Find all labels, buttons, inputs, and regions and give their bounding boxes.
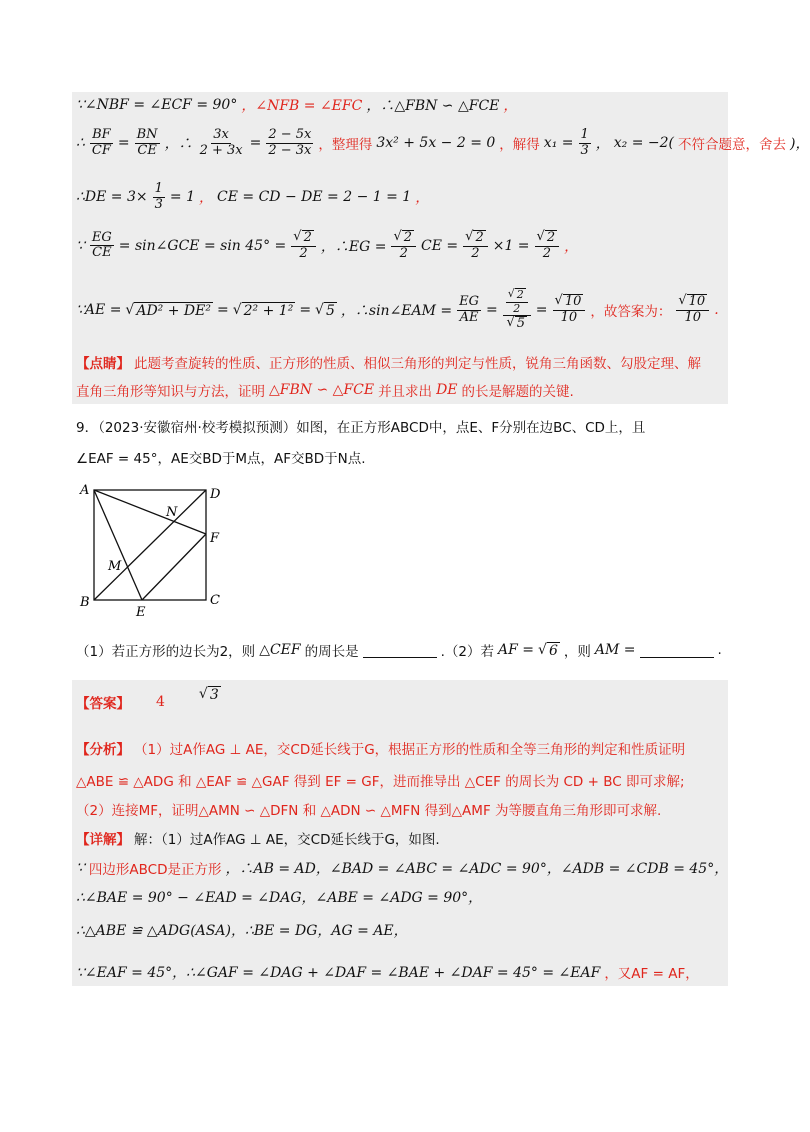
dianjing-line-1: 【点睛】 此题考查旋转的性质、正方形的性质、相似三角形的判定与性质，锐角三角函数、勾股定理、解 xyxy=(76,356,701,372)
label-b: B xyxy=(80,595,90,610)
fraction-root2-over-2-a: √ 2 2 xyxy=(291,230,316,262)
analysis-line-1: 【分析】 （1）过A作AG ⊥ AE，交CD延长线于G，根据正方形的性质和全等三角形的判定和性质证明 xyxy=(76,742,686,758)
answer-root10-over-10: √ 10 10 xyxy=(676,294,709,326)
analysis-line-2: △ABE ≌ △ADG 和 △EAF ≌ △GAF 得到 EF = GF，进而推导出 △CEF 的周长为 CD + BC 即可求解; xyxy=(76,774,685,790)
fraction-2-5x: $\frac{2 - 5x}{2 - 3x}$ xyxy=(268,127,312,158)
fraction-root2-over-2-d: √ 2 2 xyxy=(535,230,560,262)
fraction-bf-cf: $\frac{BF}{CF}$ xyxy=(91,127,111,158)
label-n: N xyxy=(166,505,178,520)
root-ad2-de2: √ AD² + DE² xyxy=(125,301,211,319)
fraction-root2-over-2-c: √ 2 2 xyxy=(463,230,488,262)
fraction-bn-ce: $\frac{BN}{CE}$ xyxy=(136,127,158,158)
detail-line-1: 【详解】 解：（1）过A作AG ⊥ AE，交CD延长线于G，如图. xyxy=(76,832,440,848)
detail-line-3: ∴∠BAE = 90° − ∠EAD = ∠DAG，∠ABE = ∠ADG = 90°， xyxy=(76,890,483,906)
line-de-value: ∴DE = 3× $\frac{1}{3}$ = 1 ， CE = CD − DE = 2 − 1 = 1 ， xyxy=(76,181,430,212)
fraction-3x: $\frac{3x}{2 + 3x}$ xyxy=(199,127,243,158)
analysis-line-3: （2）连接MF，证明△AMN ∽ △DFN 和 △ADN ∽ △MFN 得到△AMF 为等腰直角三角形即可求解. xyxy=(76,803,662,819)
root-2sq-1sq: √ 2² + 1² xyxy=(232,301,294,319)
fraction-root10-over-10: √ 10 10 xyxy=(553,294,586,326)
label-m: M xyxy=(108,559,122,574)
fraction-eg-ce: $\frac{EG}{CE}$ xyxy=(91,229,112,261)
fraction-eg-ae: $\frac{EG}{AE}$ xyxy=(459,293,480,325)
problem-9-line-1: 9．（2023·安徽宿州·校考模拟预测）如图，在正方形ABCD中，点E、F分别在边BC、CD上，且 xyxy=(76,420,646,436)
fraction-one-third: $\frac{1}{3}$ xyxy=(580,127,589,158)
answer-line: 【答案】 4 √ 3 xyxy=(76,685,219,712)
fraction-one-third-de: $\frac{1}{3}$ xyxy=(154,181,163,212)
label-a: A xyxy=(80,483,90,498)
label-d: D xyxy=(210,487,221,502)
problem-9-questions: （1）若正方形的边长为2，则 △CEF 的周长是 .（2）若 AF = √ 6 ，则 AM = . xyxy=(76,641,722,660)
fraction-root2-over-2-b: √ 2 2 xyxy=(391,230,416,262)
line-similar-triangles: ∵∠NBF = ∠ECF = 90° ，∠NFB = ∠EFC ，∴△FBN ∽ △FCE ， xyxy=(76,97,518,114)
answer-blank-2[interactable] xyxy=(640,643,714,658)
diagonal-bd xyxy=(94,490,206,600)
line-sin-eam: ∵AE = √ AD² + DE² = √ 2² + 1² = √ 5 ，∴sin∠EAM = $\frac{EG}{AE}$ = √ 2 2 √ 5 = √ 10 10 ，故答案为： √ 10 10 . xyxy=(76,287,719,332)
answer-root-3: √ 3 xyxy=(198,685,219,703)
label-e: E xyxy=(136,605,146,620)
detail-line-4: ∴△ABE ≌ △ADG(ASA)，∴BE = DG，AG = AE， xyxy=(76,923,408,939)
square-geometry-figure xyxy=(76,478,238,620)
compound-fraction: √ 2 2 √ 5 xyxy=(503,288,531,332)
label-c: C xyxy=(210,593,220,608)
dianjing-line-2: 直角三角形等知识与方法，证明 △FBN ∽ △FCE 并且求出 DE 的长是解题的关键. xyxy=(76,382,574,400)
line-eg-value: ∵ $\frac{EG}{CE}$ = sin∠GCE = sin 45° = √ 2 2 ，∴EG = √ 2 2 CE = √ 2 2 ×1 = √ 2 2 ， xyxy=(76,229,579,261)
root-6: √ 6 xyxy=(538,641,558,659)
problem-9-line-2: ∠EAF = 45°，AE交BD于M点，AF交BD于N点. xyxy=(76,451,366,467)
detail-line-5: ∵∠EAF = 45°，∴∠GAF = ∠DAG + ∠DAF = ∠BAE + ∠DAF = 45° = ∠EAF ，又AF = AF， xyxy=(76,965,699,982)
detail-line-2: ∵ 四边形ABCD是正方形 ，∴AB = AD，∠BAD = ∠ABC = ∠ADC = 90°，∠ADB = ∠CDB = 45°， xyxy=(76,860,729,878)
answer-blank-1[interactable] xyxy=(363,643,437,658)
label-f: F xyxy=(210,531,220,546)
root-5: √ 5 xyxy=(315,301,335,319)
line-proportion-equation: ∴ $\frac{BF}{CF}$ = $\frac{BN}{CE}$ ，∴ $\frac{3x}{2 + 3x}$ = $\frac{2 - 5x}{2 - 3x}$ ，整理得 3x² + 5x − 2 = 0 ，解得 x₁ = $\frac{1}{3}$ ， x₂ = −2( 不符合题意，舍去 )， xyxy=(76,127,810,158)
